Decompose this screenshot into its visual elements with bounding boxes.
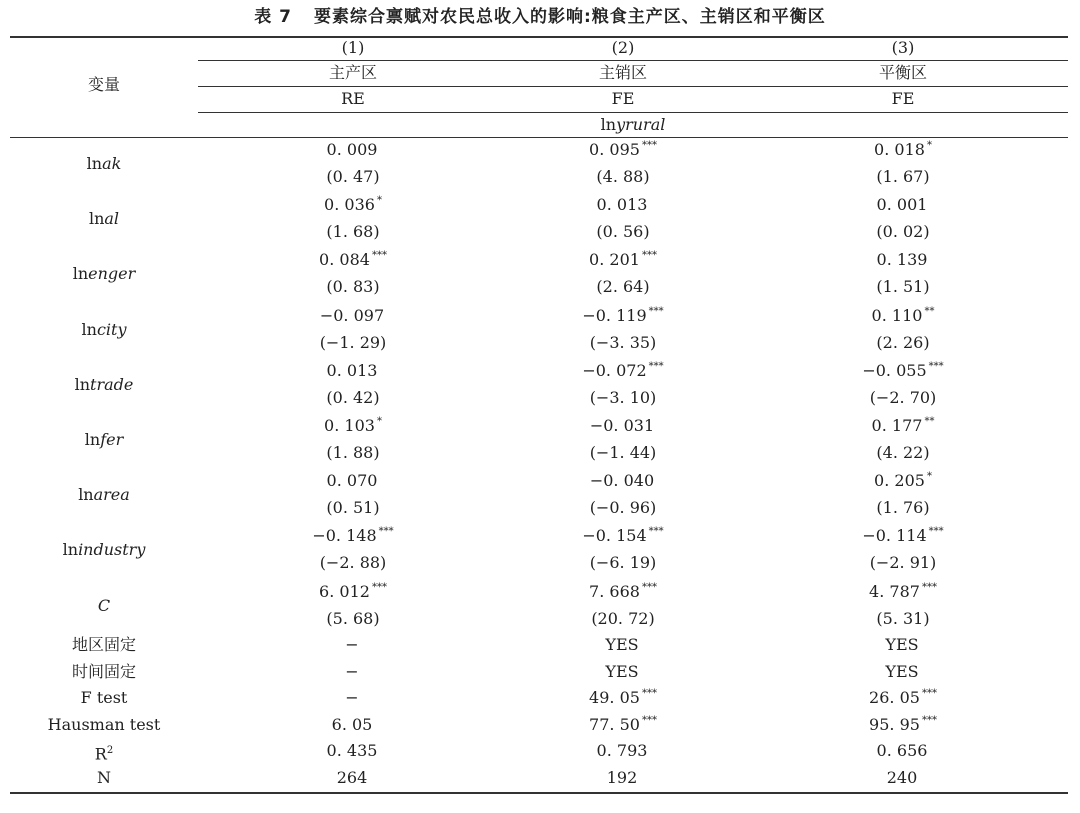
cell-value: −0. 148 [312,526,377,546]
coefficient-cell [508,137,738,163]
cell-value: 0. 001 [876,195,928,215]
t-stat-cell: (0. 51) [326,498,380,518]
cell-value: YES [605,661,639,681]
t-stat-cell: (−1. 44) [589,443,657,462]
coefficient-cell [508,303,738,329]
footer-label-text: F test [80,688,128,708]
footer-value-cell [738,685,1068,711]
significance-stars: * [926,471,932,483]
dependent-name: yrural [616,115,666,134]
significance-stars: *** [641,250,657,262]
variable-label [10,468,198,522]
coefficient-cell [198,192,508,218]
variable-prefix: ln [74,374,91,394]
significance-stars: *** [378,526,394,538]
cell-value: YES [885,661,919,681]
cell-value: 0. 139 [876,250,928,270]
coefficient-cell [198,137,508,163]
col-2-region: 主销区 [598,63,647,82]
cell-value: 192 [606,768,638,787]
cell-value: 240 [886,768,918,787]
coefficient-cell [508,413,738,439]
t-stat-cell: (−1. 29) [319,332,387,352]
coefficient-cell [738,579,1068,605]
cell-value: 7. 668 [589,581,640,601]
cell-value: −0. 114 [862,526,927,546]
t-stat-cell: (−3. 35) [589,332,657,352]
footer-value-cell [738,659,1068,685]
t-stat-cell: (1. 67) [876,167,930,186]
cell-value: 0. 036 [324,195,375,215]
cell-value: 26. 05 [869,688,920,708]
t-stat-cell: (20. 72) [591,608,655,628]
footer-value-cell [508,712,738,738]
footer-value-cell [198,712,508,738]
coefficient-cell [508,523,738,549]
footer-value-cell [198,685,508,711]
variable-name: industry [78,540,146,560]
significance-stars: ** [924,305,935,317]
coefficient-cell [738,468,1068,494]
variable-name: enger [88,264,136,284]
variable-prefix: ln [81,319,97,339]
variable-label [10,523,198,577]
significance-stars: *** [648,305,664,317]
coefficient-cell [508,192,738,218]
footer-value-cell [508,659,738,685]
cell-value: 0. 009 [326,140,378,159]
cell-value: 6. 05 [331,714,373,734]
cell-value: 0. 013 [326,360,378,380]
t-stat-cell: (0. 47) [326,167,380,186]
t-stat-cell: (4. 88) [596,167,650,186]
cell-value: 0. 110 [871,305,923,325]
coefficient-cell [508,468,738,494]
significance-stars: *** [641,688,657,700]
t-stat-cell: (0. 42) [326,387,380,407]
col-3-number: (3) [891,38,915,57]
variable-label [10,579,198,633]
coefficient-cell [198,579,508,605]
footer-value-cell [198,765,508,791]
cell-value: 0. 095 [589,140,640,159]
cell-value: 95. 95 [869,714,920,734]
cell-value: 264 [336,768,368,787]
variable-label [10,303,198,357]
footer-label [10,632,198,658]
variable-name: trade [90,374,134,394]
coefficient-cell [198,413,508,439]
coefficient-cell [738,137,1068,163]
coefficient-cell [198,358,508,384]
table-caption: 要素综合禀赋对农民总收入的影响:粮食主产区、主销区和平衡区 [313,7,826,27]
dependent-variable [198,112,1068,138]
footer-label-text: 时间固定 [71,661,136,681]
significance-stars: *** [641,581,657,593]
t-stat-cell: (5. 68) [326,608,380,628]
cell-value: 4. 787 [869,581,920,601]
variable-name: fer [100,430,124,449]
cell-value: 0. 084 [319,250,370,270]
cell-value: 0. 793 [596,741,648,761]
footer-value-cell [198,632,508,658]
coefficient-cell [198,468,508,494]
t-stat-cell: (2. 64) [596,277,650,297]
footer-label-text: R [94,744,107,764]
cell-value: 49. 05 [589,688,640,708]
t-stat-cell: (1. 76) [876,498,930,518]
cell-value: − [345,661,359,681]
t-stat-cell: (−2. 91) [869,553,937,573]
footer-value-cell [508,765,738,791]
t-stat-cell: (−6. 19) [589,553,657,573]
coefficient-cell [738,413,1068,439]
significance-stars: * [376,416,382,427]
cell-value: YES [885,635,919,654]
cell-value: 0. 103 [324,416,375,435]
coefficient-cell [508,247,738,273]
cell-value: 0. 205 [874,471,925,491]
variable-label [10,413,198,467]
dependent-prefix: ln [600,115,617,134]
coefficient-cell [198,523,508,549]
t-stat-cell: (2. 26) [876,332,930,352]
footer-label [10,685,198,711]
footer-label-text: Hausman test [47,714,161,734]
t-stat-cell: (−2. 88) [319,553,387,573]
t-stat-cell: (0. 02) [876,222,930,242]
variable-prefix: ln [88,209,105,229]
t-stat-cell: (−2. 70) [869,387,937,407]
cell-value: 0. 018 [874,140,925,159]
variable-name: C [97,595,111,615]
coefficient-cell [738,247,1068,273]
coefficient-cell [738,192,1068,218]
variable-prefix: ln [62,540,79,560]
variable-prefix: ln [78,485,94,505]
t-stat-cell: (−3. 10) [589,387,657,407]
variable-name: ak [102,154,122,173]
variable-label [10,192,198,246]
variable-prefix: ln [86,154,103,173]
significance-stars: *** [371,250,387,262]
cell-value: −0. 055 [862,360,927,380]
significance-stars: *** [648,360,664,372]
significance-stars: *** [928,360,944,372]
footer-value-cell [738,632,1068,658]
variable-label [10,247,198,301]
col-1-region: 主产区 [328,63,377,82]
t-stat-cell: (−0. 96) [589,498,657,518]
cell-value: 0. 013 [596,195,648,215]
col-1-model: RE [341,89,365,108]
variable-label [10,137,198,191]
variable-header: 变量 [87,75,120,94]
variable-name: city [96,319,127,339]
footer-value-cell [738,738,1068,764]
col-3-region: 平衡区 [878,63,927,82]
significance-stars: *** [648,526,664,538]
cell-value: YES [605,635,639,654]
cell-value: − [345,635,359,654]
cell-value: 0. 070 [326,471,378,491]
table-number: 表 7 [254,7,292,27]
coefficient-cell [738,303,1068,329]
cell-value: 6. 012 [319,581,370,601]
footer-value-cell [508,632,738,658]
significance-stars: *** [371,581,387,593]
footer-value-cell [198,738,508,764]
variable-prefix: ln [84,430,101,449]
footer-label-text: 地区固定 [71,635,136,654]
cell-value: −0. 097 [319,305,385,325]
significance-stars: *** [641,140,657,151]
col-3-model: FE [891,89,915,108]
bottom-rule [10,792,1068,794]
coefficient-cell [738,358,1068,384]
cell-value: 77. 50 [589,714,640,734]
significance-stars: *** [921,714,937,726]
t-stat-cell: (1. 88) [326,443,380,462]
footer-label [10,659,198,685]
variable-label [10,358,198,412]
cell-value: 0. 656 [876,741,928,761]
cell-value: −0. 031 [589,416,655,435]
col-2-number: (2) [611,38,635,57]
variable-name: area [93,485,130,505]
coefficient-cell [198,247,508,273]
coefficient-cell [508,579,738,605]
footer-value-cell [508,685,738,711]
footer-label-text: N [97,768,111,787]
cell-value: 0. 435 [326,741,378,761]
cell-value: 0. 201 [589,250,640,270]
footer-value-cell [738,712,1068,738]
t-stat-cell: (0. 83) [326,277,380,297]
significance-stars: * [376,195,382,207]
cell-value: 0. 177 [871,416,923,435]
significance-stars: * [926,140,932,151]
t-stat-cell: (4. 22) [876,443,930,462]
significance-stars: ** [924,416,935,427]
coefficient-cell [738,523,1068,549]
t-stat-cell: (5. 31) [876,608,930,628]
col-1-number: (1) [341,38,365,57]
footer-value-cell [738,765,1068,791]
footer-value-cell [198,659,508,685]
coefficient-cell [508,358,738,384]
significance-stars: *** [921,581,937,593]
t-stat-cell: (1. 68) [326,222,380,242]
footer-label [10,738,198,764]
coefficient-cell [198,303,508,329]
cell-value: −0. 072 [582,360,647,380]
superscript: 2 [106,745,114,757]
cell-value: −0. 119 [582,305,647,325]
cell-value: − [345,688,359,708]
cell-value: −0. 154 [582,526,647,546]
variable-prefix: ln [72,264,89,284]
significance-stars: *** [641,714,657,726]
t-stat-cell: (1. 51) [876,277,930,297]
footer-label [10,765,198,791]
table-title [0,2,1080,27]
significance-stars: *** [928,526,944,538]
footer-label [10,712,198,738]
variable-name: al [104,209,120,229]
cell-value: −0. 040 [589,471,655,491]
col-2-model: FE [611,89,635,108]
footer-value-cell [508,738,738,764]
t-stat-cell: (0. 56) [596,222,650,242]
significance-stars: *** [921,688,937,700]
